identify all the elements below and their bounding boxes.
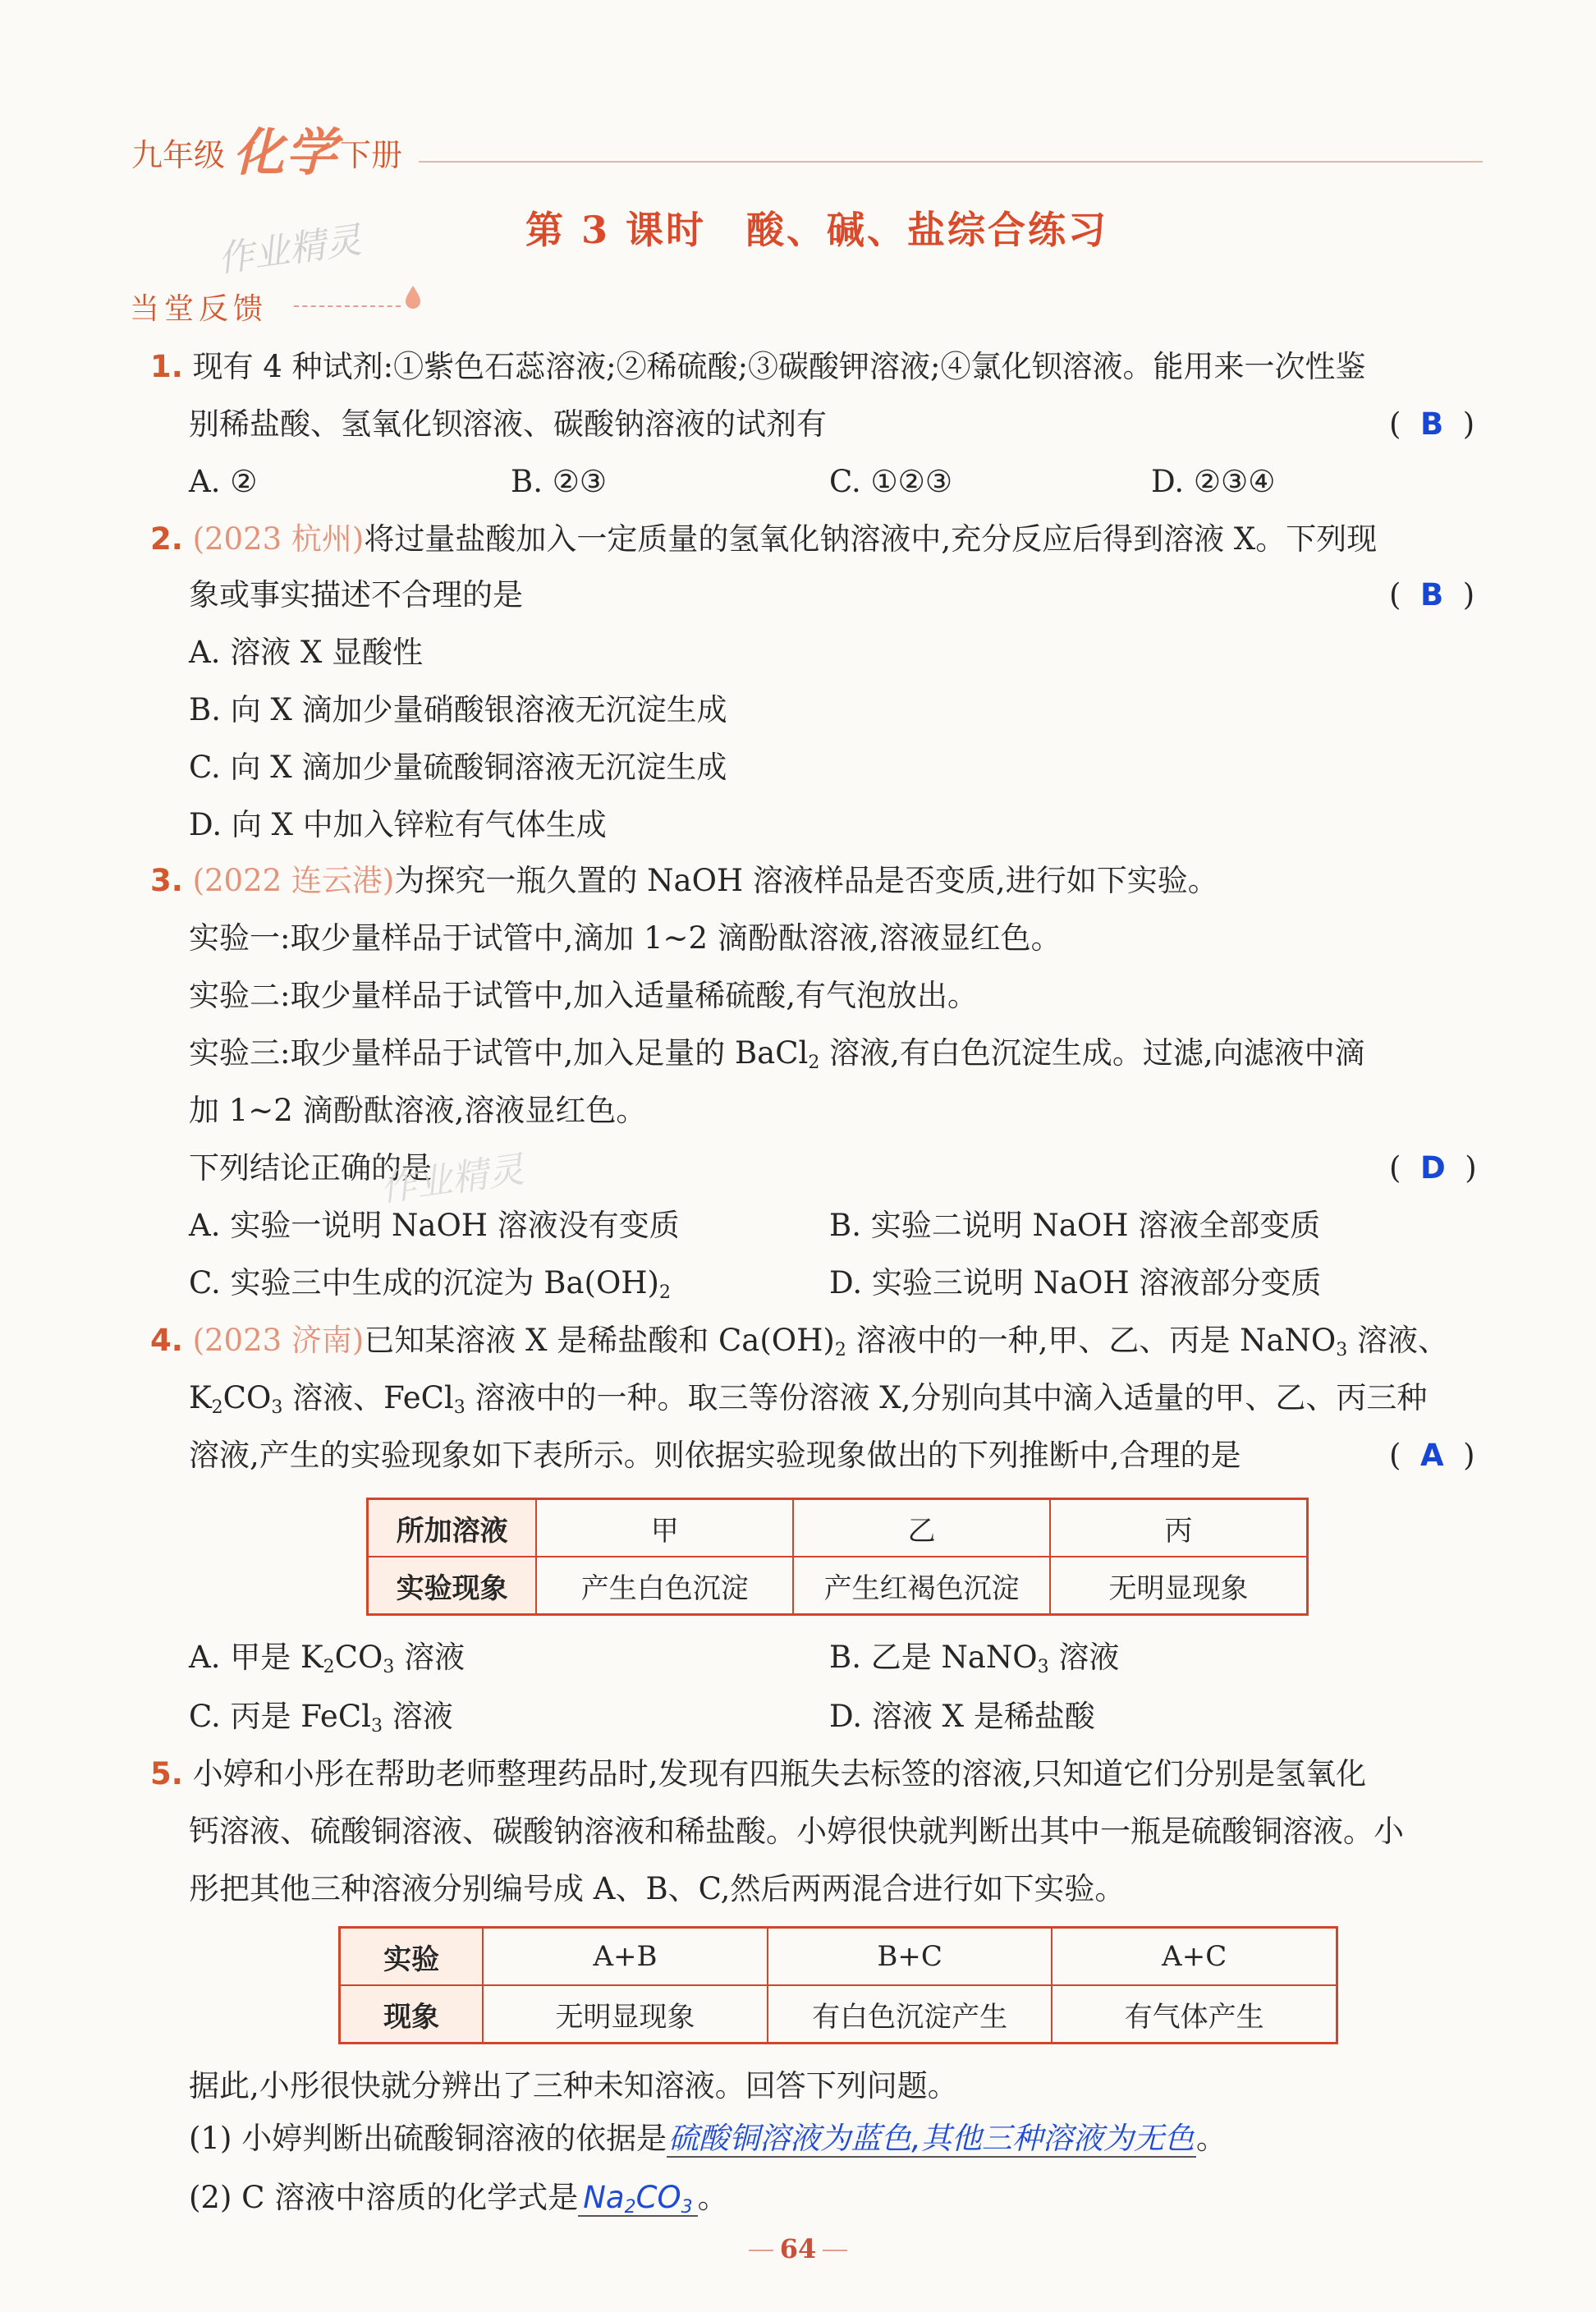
q2-number: 2. [150, 521, 183, 557]
q3-option-a: A. 实验一说明 NaOH 溶液没有变质 [189, 1208, 680, 1243]
q5-answer2: $Na_2CO_3$ [578, 2180, 697, 2217]
q1-line1 [150, 351, 1366, 382]
section-divider [294, 305, 401, 307]
q3-option-b: B. 实验二说明 NaOH 溶液全部变质 [829, 1208, 1321, 1243]
header-volume: 下册 [340, 137, 403, 173]
table-row [340, 1985, 1337, 2044]
q1-number: 1. [150, 349, 183, 384]
q4-answer: ( A ) [1389, 1438, 1475, 1473]
table-cell: 无明显现象 [1050, 1557, 1307, 1615]
q2-text1: 将过量盐酸加入一定质量的氢氧化钠溶液中,充分反应后得到溶液 X。下列现 [364, 521, 1378, 557]
q1-answer-value: B [1419, 406, 1444, 442]
q3-text1: 为探究一瓶久置的 NaOH 溶液样品是否变质,进行如下实验。 [394, 863, 1218, 898]
q3-answer-value: D [1419, 1150, 1446, 1186]
q1-option-a: A. ② [189, 464, 258, 499]
q2-answer-value: B [1419, 577, 1444, 612]
q5-line1 [150, 1756, 1367, 1791]
table-row [368, 1557, 1308, 1615]
q5-line3: 彤把其他三种溶液分别编号成 A、B、C,然后两两混合进行如下实验。 [189, 1871, 1126, 1906]
table-cell: 丙 [1050, 1499, 1307, 1557]
q3-experiment3-cont: 加 1~2 滴酚酞溶液,溶液显红色。 [189, 1093, 647, 1128]
q4-source: (2023 济南) [192, 1323, 365, 1358]
table-cell: A+B [483, 1928, 768, 1986]
drop-icon [404, 284, 422, 309]
q2-option-d: D. 向 X 中加入锌粒有气体生成 [189, 807, 607, 842]
q1-option-c: C. ①②③ [829, 464, 953, 499]
q3-experiment3: 实验三:取少量样品于试管中,加入足量的 BaCl$_2$ 溶液,有白色沉淀生成。过滤,向滤液中滴 [189, 1035, 1365, 1073]
header-rule [419, 161, 1483, 163]
header-grade: 九年级 [131, 137, 226, 173]
table-row [340, 1928, 1337, 1986]
table-cell: 产生白色沉淀 [536, 1557, 793, 1615]
q1-option-d: D. ②③④ [1151, 464, 1276, 499]
header-subject: 化学 [233, 122, 339, 182]
q4-number: 4. [150, 1323, 183, 1358]
page-number: 64 [779, 2233, 817, 2264]
watermark: 作业精灵 [377, 1148, 527, 1210]
q1-text1: 现有 4 种试剂:①紫色石蕊溶液;②稀硫酸;③碳酸钾溶液;④氯化钡溶液。能用来一次性鉴 [192, 349, 1366, 384]
q3-stem: 下列结论正确的是 [189, 1150, 432, 1186]
q2-option-a: A. 溶液 X 显酸性 [189, 635, 424, 670]
q3-source: (2022 连云港) [192, 863, 395, 898]
q5-sub2: (2) C 溶液中溶质的化学式是 $Na_2CO_3$ 。 [189, 2180, 728, 2218]
q3-answer: ( D ) [1389, 1150, 1477, 1186]
q4-option-c: C. 丙是 FeCl$_3$ 溶液 [189, 1699, 453, 1736]
table-cell: 产生红褐色沉淀 [793, 1557, 1050, 1615]
q5-line2: 钙溶液、硫酸铜溶液、碳酸钠溶液和稀盐酸。小婷很快就判断出其中一瓶是硫酸铜溶液。小 [189, 1814, 1404, 1849]
q5-after-table: 据此,小彤很快就分辨出了三种未知溶液。回答下列问题。 [189, 2068, 958, 2103]
table-header-cell: 实验 [340, 1928, 484, 1986]
q2-option-c: C. 向 X 滴加少量硫酸铜溶液无沉淀生成 [189, 750, 727, 785]
q4-line3: 溶液,产生的实验现象如下表所示。则依据实验现象做出的下列推断中,合理的是 [189, 1438, 1241, 1473]
table-header-cell: 所加溶液 [368, 1499, 537, 1557]
q5-answer1: 硫酸铜溶液为蓝色,其他三种溶液为无色 [668, 2121, 1195, 2156]
q3-experiment2: 实验二:取少量样品于试管中,加入适量稀硫酸,有气泡放出。 [189, 978, 978, 1013]
q4-table [366, 1498, 1309, 1616]
table-cell: B+C [768, 1928, 1053, 1986]
table-cell: 有气体产生 [1052, 1985, 1337, 2044]
q2-answer: ( B ) [1389, 577, 1475, 612]
table-cell: A+C [1052, 1928, 1337, 1986]
q1-line2: 别稀盐酸、氢氧化钡溶液、碳酸钠溶液的试剂有 [189, 406, 827, 442]
q2-option-b: B. 向 X 滴加少量硝酸银溶液无沉淀生成 [189, 692, 727, 727]
section-label: 当堂反馈 [130, 292, 268, 326]
q1-answer: ( B ) [1389, 406, 1475, 442]
page-title: 第 3 课时 酸、碱、盐综合练习 [525, 208, 1109, 252]
q4-line1: 4. (2023 济南)已知某溶液 X 是稀盐酸和 $Ca(OH)_2$ 溶液中的一种,甲、乙、丙是 NaNO$_3$ 溶液、 [150, 1323, 1449, 1360]
page-dash-right [823, 2250, 847, 2251]
q3-line1 [150, 865, 1218, 896]
q4-option-d: D. 溶液 X 是稀盐酸 [829, 1699, 1095, 1734]
q2-line2: 象或事实描述不合理的是 [189, 577, 523, 612]
q2-line1 [150, 521, 1378, 557]
q4-option-a: A. 甲是 $K_2CO_3$ 溶液 [189, 1640, 466, 1677]
table-row [368, 1499, 1308, 1557]
q5-number: 5. [150, 1756, 183, 1791]
q2-source: (2023 杭州) [192, 521, 365, 557]
q3-experiment1: 实验一:取少量样品于试管中,滴加 1~2 滴酚酞溶液,溶液显红色。 [189, 920, 1062, 956]
q3-option-d: D. 实验三说明 NaOH 溶液部分变质 [829, 1265, 1322, 1300]
q4-option-b: B. 乙是 NaNO$_3$ 溶液 [829, 1640, 1120, 1677]
q5-text1: 小婷和小彤在帮助老师整理药品时,发现有四瓶失去标签的溶液,只知道它们分别是氢氧化 [192, 1756, 1367, 1791]
table-cell: 乙 [793, 1499, 1050, 1557]
table-cell: 甲 [536, 1499, 793, 1557]
q3-number: 3. [150, 863, 183, 898]
q4-answer-value: A [1419, 1438, 1444, 1473]
table-cell: 无明显现象 [483, 1985, 768, 2044]
table-header-cell: 实验现象 [368, 1557, 537, 1615]
table-cell: 有白色沉淀产生 [768, 1985, 1053, 2044]
q4-line2: $K_2CO_3$ 溶液、FeCl$_3$ 溶液中的一种。取三等份溶液 X,分别向其中滴入适量的甲、乙、丙三种 [189, 1380, 1428, 1418]
q1-option-b: B. ②③ [511, 464, 608, 499]
watermark: 作业精灵 [214, 218, 365, 281]
q5-table [338, 1926, 1338, 2044]
q5-sub1: (1) 小婷判断出硫酸铜溶液的依据是硫酸铜溶液为蓝色,其他三种溶液为无色。 [189, 2121, 1227, 2156]
q3-option-c: C. 实验三中生成的沉淀为 $Ba(OH)_2$ [189, 1265, 671, 1303]
table-header-cell: 现象 [340, 1985, 484, 2044]
